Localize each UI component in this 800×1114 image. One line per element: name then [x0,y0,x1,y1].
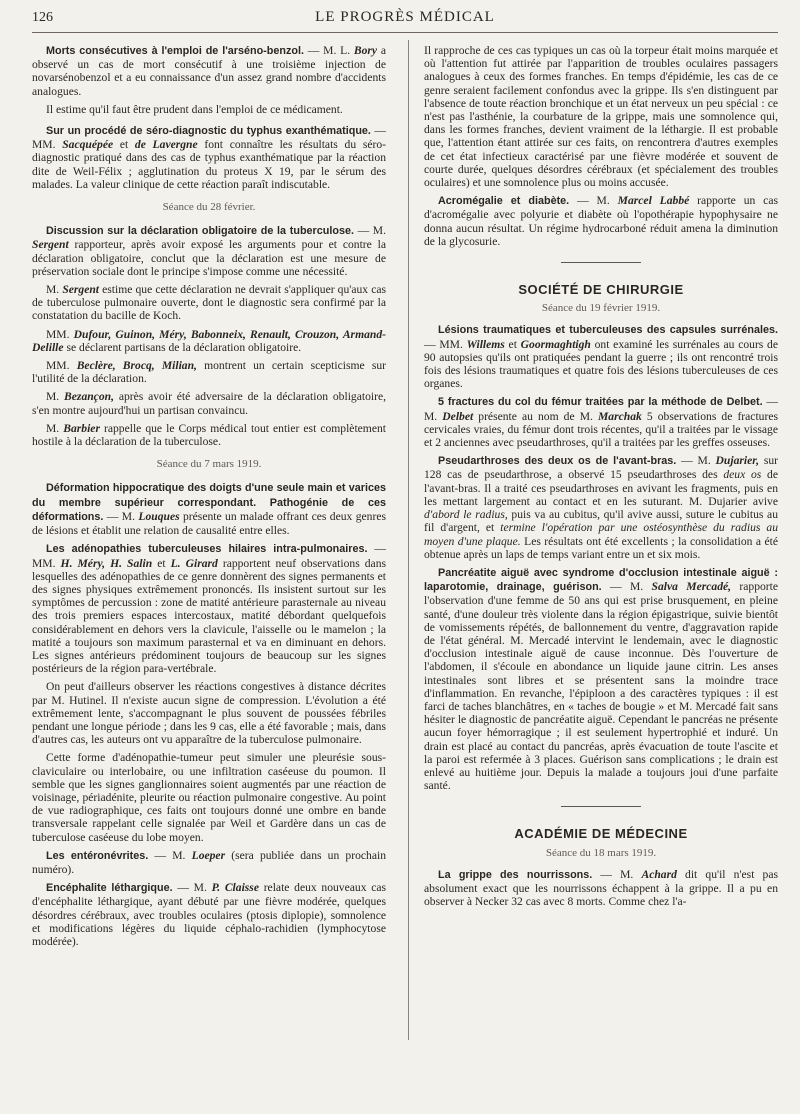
article-fractures: 5 fractures du col du fémur traitées par la méthode de Delbet. — M. Delbet présente au nom de M. Marchak 5 observations de fractures cervicales vraies, du fémur dont trois récentes, qu'il a traitées par le vissage et 2 anciennes avec pseudarthroses, qu'il a traitées par les greffes osseuses. [424,395,778,450]
paragraph: M. Sergent estime que cette déclaration ne devrait s'appliquer qu'aux cas de tuberculose pulmonaire ouverte, dont le diagnostic sera confirmé par la constatation du bacille de Koch. [32,283,386,323]
society-heading: SOCIÉTÉ DE CHIRURGIE [518,282,684,298]
section-rule [561,806,641,807]
article-sero-diagnostic: Sur un procédé de séro-diagnostic du typhus exanthématique. — MM. Sacquépée et de Lavergne font connaître les résultats du séro-diagnostic pratiqué dans des cas de typhus exanthématique par la réaction dite de Weil-Félix ; agglutination du proteus X 19, par le sérum des malades. La valeur clinique de cette réaction paraît indiscutable. [32,124,386,191]
section-rule [561,262,641,263]
right-column [424,44,778,913]
session-heading: Séance du 18 mars 1919. [545,846,657,859]
paragraph: M. Bezançon, après avoir été adversaire de la déclaration obligatoire, s'en montre aujourd'hui un partisan convaincu. [32,390,387,417]
article-tuberculose: Discussion sur la déclaration obligatoire de la tuberculose. — M. Sergent rapporteur, après avoir exposé les arguments pour et contre la déclaration obligatoire, conclut que la déclaration est une mesure de préservation sociale dont le principe s'impose comme une nécessité. [32,224,386,278]
session-heading: Séance du 28 février. [162,201,256,214]
column-divider [408,40,409,1040]
article-grippe-nourrissons: La grippe des nourrissons. — M. Achard dit qu'il n'est pas absolument exact que les nourrissons échappent à la grippe. Il a pu en observer à Necker 32 cas avec 8 morts. Comme chez l'a- [424,867,778,909]
article-pancreatite: Pancréatite aiguë avec syndrome d'occlusion intestinale aiguë : laparotomie, drainage, guérison. — M. Salva Mercadé, rapporte l'observation d'une femme de 50 ans qui est prise brusquement, en pleine santé, d'une douleur très violente dans la région épigastrique, suivie bientôt de vomissements répétés, de ballonnement du ventre, d'aggravation rapide de l'état général. M. Mercadé intervint le lendemain, avec le diagnostic d'occlusion intestinale aiguë de cause inconnue. Dès l'ouverture de l'abdomen, il s'écoule en abondance un liquide jaune citrin. Les anses intestinales sont libres et se présentent sans la moindre trace d'inflammation. En revanche, l'épiploon a des caractères typiques : il est farci de taches blanchâtres, en « taches de bougie » et M. Mercadé fait sans hésiter le diagnostic de pancréatite aiguë. Cependant le pancréas ne présente aucun foyer hémorragique ; il est seulement hypertrophié et induré. Un drain est placé au contact du pancréas, après évacuation de toute l'ascite et la paroi est refermée à 3 places. Guérison sans complications ; le drain est enlevé au huitième jour. Depuis la malade a toujours joui d'une parfaite santé. [424,566,779,793]
article-acromegalie: Acromégalie et diabète. — M. Marcel Labbé rapporte un cas d'acromégalie avec polyurie et diabète où l'opothérapie hypophysaire ne donna aucun résultat. Un régime hydrocarboné réduit amena la diminution de la glycosurie. [424,194,778,248]
paragraph: MM. Dufour, Guinon, Méry, Babonneix, Renault, Crouzon, Armand-Delille se déclarent partisans de la déclaration obligatoire. [32,327,386,354]
session-heading: Séance du 7 mars 1919. [156,458,262,471]
paragraph: M. Barbier rappelle que le Corps médical tout entier est complètement hostile à la déclaration de la tuberculose. [32,421,386,449]
society-heading: ACADÉMIE DE MÉDECINE [514,826,688,842]
article-pseudarthroses: Pseudarthroses des deux os de l'avant-bras. — M. Dujarier, sur 128 cas de pseudarthrose, a observé 15 pseudarthroses des deux os de l'avant-bras. Il a traité ces pseudarthroses en avivant les fragments, puis en les mettant largement au contact et en les suturant. M. Dujarier avive d'abord le radius, puis va au cubitus, qu'il avive aussi, suture le cubitus au fil d'argent, et termine l'opération par une ostéosynthèse du radius au moyen d'une plaque. Les résultats ont été excellents ; la consolidation a été obtenue après un laps de temps variant entre un et six mois. [424,454,779,561]
paragraph: On peut d'ailleurs observer les réactions congestives à distance décrites par M. Hutinel. Il n'existe aucun signe de compression. L'évolution a été extrêmement lente, s'accompagnant le plus souvent de poussées fébriles pendant une longue période ; dans les 9 cas, elle a été favorable ; mais, dans d'autres cas, les auteurs ont vu apparaître de la tuberculose pulmonaire. [32,680,386,747]
article-enteronevrites: Les entéronévrites. — M. Loeper (sera publiée dans un prochain numéro). [32,848,386,876]
paragraph: Il estime qu'il faut être prudent dans l'emploi de ce médicament. [46,102,343,116]
left-column [32,44,386,953]
page-header [32,8,778,33]
article-deformation: Déformation hippocratique des doigts d'une seule main et varices du membre supérieur correspondant. Pathogénie de ces déformations. — M. Louques présente un malade offrant ces deux genres de lésions et établit une relation de causalité entre elles. [32,482,386,538]
article-surrenales: Lésions traumatiques et tuberculeuses des capsules surrénales. — MM. Willems et Goormaghtigh ont examiné les surrénales au cours de 90 autopsies qu'ils ont pratiquées pendant la guerre ; ils ont rencontré trois fois des lésions traumatiques et quatre fois des lésions tuberculeuses de ces organes. [424,324,778,391]
article-encephalite: Encéphalite léthargique. — M. P. Claisse relate deux nouveaux cas d'encéphalite léthargique, ayant débuté par une fièvre modérée, quelques désordres cérébraux, avec troubles oculaires (ptosis diplopie), somnolence et modifications légères du liquide céphalo-rachidien (lymphocytose modérée). [32,881,387,948]
paragraph: Cette forme d'adénopathie-tumeur peut simuler une pleurésie sous-claviculaire ou interlobaire, ou une infiltration caséeuse du poumon. Il semble que les signes ganglionnaires soient augmentés par une réaction de voisinage, périadénite, pleurite ou réaction pulmonaire congestive. Au point de vue radiographique, ces faits ont toujours donné une ombre en bande transversale rappelant celle signalée par Weil et Gardère dans un cas de tuberculose caséeuse du lobe moyen. [32,751,386,844]
article-adenopathies: Les adénopathies tuberculeuses hilaires intra-pulmonaires. — MM. H. Méry, H. Salin et L. Girard rapportent neuf observations dans lesquelles des adénopathies de ce genre donnèrent des signes permanents et des signes physiques extrêmement prononcés. Ils insistent surtout sur les symptômes de percussion : zone de matité antérieure parasternale au niveau des trois premiers espaces intercostaux, matité débordant quelquefois considérablement en dehors vers la clavicule, l'aisselle ou le mamelon ; la matité a toujours son maximum parasternal et va en diminuant en dehors. Les signes antérieurs prédominent toujours de beaucoup sur les signes postérieurs de la région para-vertébrale. [32,542,386,676]
paragraph: MM. Beclère, Brocq, Milian, montrent un certain scepticisme sur l'utilité de la déclaration. [32,359,386,386]
journal-title: LE PROGRÈS MÉDICAL [315,9,495,25]
session-heading: Séance du 19 février 1919. [541,302,661,315]
page-number: 126 [32,10,53,25]
article-arseno-benzol: Morts consécutives à l'emploi de l'arséno-benzol. — M. L. Bory a observé un cas de mort consécutif à une troisième injection de novarsénobenzol et a eu connaissance d'un assez grand nombre d'accidents analogues. [32,44,387,98]
paragraph: Il rapproche de ces cas typiques un cas où la torpeur était moins marquée et où l'attention fut attirée par l'apparition de troubles oculaires passagers analogues à ceux des formes franches. En temps d'épidémie, les cas de ce genre seraient facilement confondus avec la grippe. Ils s'en distinguent par l'absence de toute réaction bronchique et un état nerveux un peu spécial : ce n'est pas l'asthénie, la courbature de la grippe, mais une somnolence qui, dans les formes franches, devient vraiment de la léthargie. Il est probable que, l'attention étant attirée sur ces faits, on rencontrera d'autres exemples de cet état infectieux caractérisé par une fièvre modérée et souvent de courte durée, quelques désordres cérébraux (et spécialement des troubles oculaires) et une somnolence plus ou moins accusée. [424,44,778,190]
